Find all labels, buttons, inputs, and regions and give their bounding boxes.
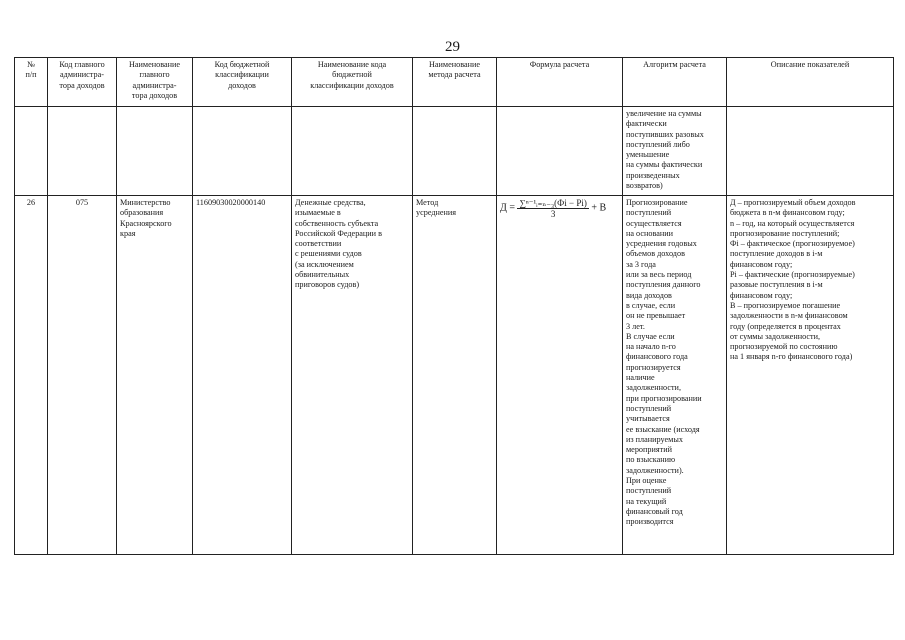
header-method: Наименование метода расчета bbox=[413, 58, 497, 107]
continuation-row bbox=[15, 107, 894, 196]
header-admin-code: Код главного администра- тора доходов bbox=[48, 58, 117, 107]
table-row-26 bbox=[15, 196, 894, 555]
header-bk-name: Наименование кода бюджетной классификации доходов bbox=[292, 58, 413, 107]
header-bk-code: Код бюджетной классификации доходов bbox=[193, 58, 292, 107]
header-admin-name: Наименование главного администра- тора доходов bbox=[117, 58, 193, 107]
admin-name: Министерство образования Красноярского края bbox=[117, 196, 193, 555]
formula-denominator: 3 bbox=[550, 209, 556, 220]
income-calculation-table bbox=[14, 57, 894, 555]
bk-code: 11609030020000140 bbox=[193, 196, 292, 555]
bk-name: Денежные средства, изымаемые в собственность субъекта Российской Федерации в соответствии с решениями судов (за исключением обвинительных приговоров судов) bbox=[292, 196, 413, 555]
row-number: 26 bbox=[15, 196, 48, 555]
formula-numerator: ∑ⁿ⁻¹ᵢ₌ₙ₋₃(Фi − Pi) bbox=[519, 198, 587, 208]
page-number: 29 bbox=[445, 39, 460, 55]
admin-code: 075 bbox=[48, 196, 117, 555]
indicator-description: Д – прогнозируемый объем доходов бюджета в n-м финансовом году; n – год, на который осуществляется прогнозирование поступлений; Фi – фактическое (прогнозируемое) поступление доходов в i-м финансовом году; Pi – фактические (прогнозируемые) разовые поступления в i-м финансовом году; В – прогнозируемое погашение задолженности в n-м финансовом году (определяется в процентах от суммы задолженности, прогнозируемой по состоянию на 1 января n-го финансового года) bbox=[727, 196, 894, 555]
header-num: № п/п bbox=[15, 58, 48, 107]
formula-lhs: Д = bbox=[500, 202, 515, 214]
continuation-algorithm: увеличение на суммы фактически поступивших разовых поступлений либо уменьшение на суммы фактически произведенных возвратов) bbox=[623, 107, 727, 196]
method-name: Метод усреднения bbox=[413, 196, 497, 555]
calculation-formula bbox=[497, 196, 623, 555]
header-algorithm: Алгоритм расчета bbox=[623, 58, 727, 107]
header-formula: Формула расчета bbox=[497, 58, 623, 107]
header-row bbox=[15, 58, 894, 107]
formula-fraction bbox=[517, 198, 588, 220]
calculation-algorithm: Прогнозирование поступлений осуществляется на основании усреднения годовых объемов доходов за 3 года или за весь период поступления данного вида доходов в случае, если он не превышает 3 лет. В случае если на начало n-го финансового года прогнозируется наличие задолженности, при прогнозировании поступлений учитывается ее взыскание (исходя из планируемых мероприятий по взысканию задолженности). При оценке поступлений на текущий финансовый год производится bbox=[623, 196, 727, 555]
formula-rhs: + В bbox=[591, 202, 607, 214]
header-description: Описание показателей bbox=[727, 58, 894, 107]
